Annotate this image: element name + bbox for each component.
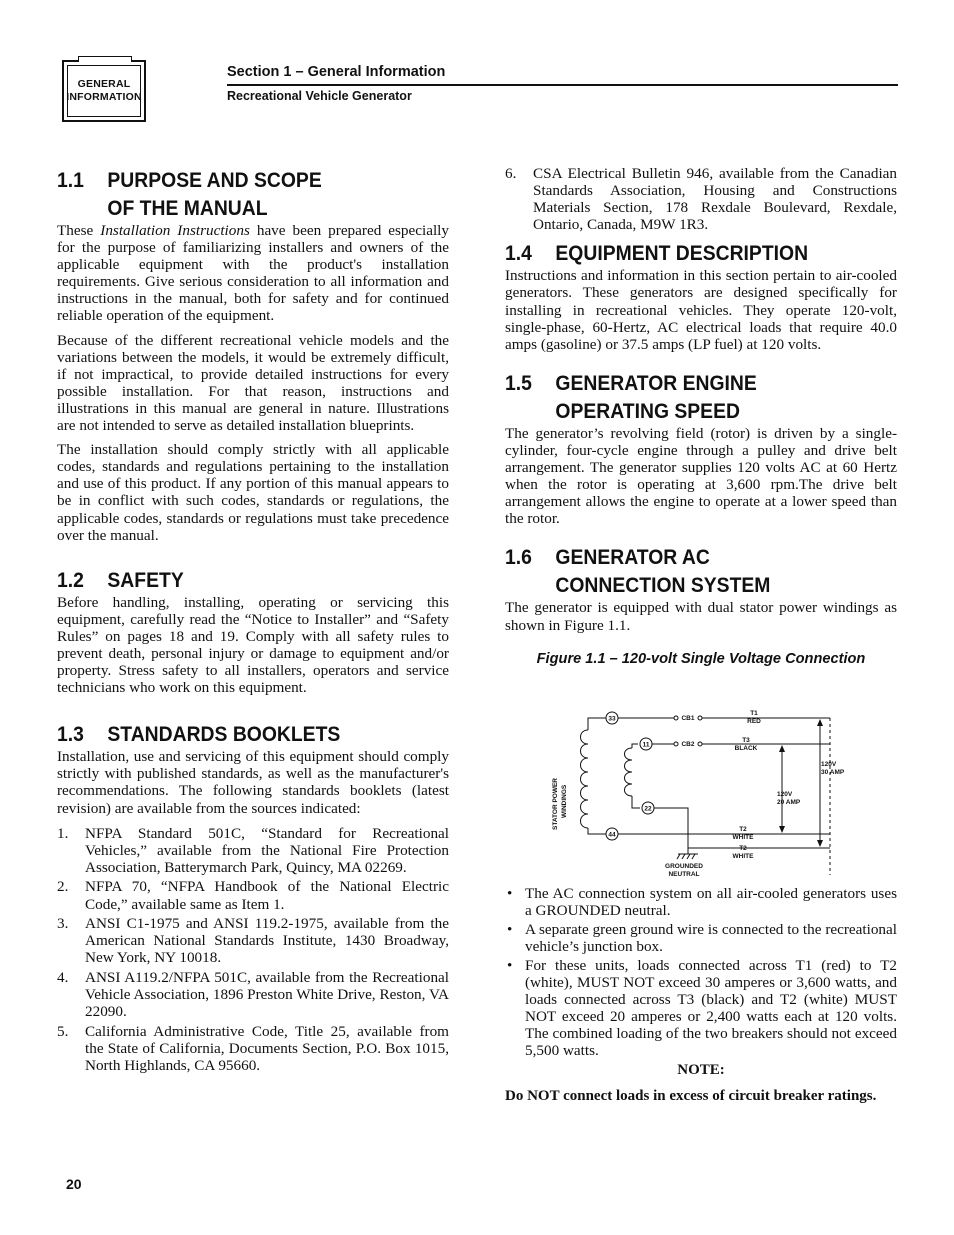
cb1-terminal-in bbox=[674, 716, 678, 720]
list-item bbox=[57, 825, 449, 876]
ac-connection-paragraph: The generator is equipped with dual stator power windings as shown in Figure 1.1. bbox=[505, 599, 897, 634]
heading-number: 1.4 bbox=[505, 241, 532, 266]
ground-hatch bbox=[692, 854, 695, 859]
t3-color-label: BLACK bbox=[734, 745, 758, 752]
t2-label-lower: T2 bbox=[739, 845, 747, 852]
voltage-20a-label: 120V bbox=[777, 791, 793, 798]
heading-1-1 bbox=[57, 166, 410, 222]
wire-33 bbox=[588, 718, 606, 730]
heading-title: EQUIPMENT DESCRIPTION bbox=[555, 241, 809, 266]
ground-hatch bbox=[682, 854, 685, 859]
wire-11 bbox=[632, 744, 638, 748]
heading-title: STANDARDS BOOKLETS bbox=[107, 722, 341, 747]
stator-label-line2: WINDINGS bbox=[561, 784, 568, 818]
heading-number: 1.6 bbox=[505, 545, 532, 570]
item-number: 6. bbox=[505, 165, 517, 182]
arrowheads bbox=[779, 719, 823, 847]
amperage-30a-label: 30 AMP bbox=[821, 769, 845, 776]
bullet-item bbox=[505, 921, 897, 955]
heading-title: GENERATOR AC CONNECTION SYSTEM bbox=[555, 545, 771, 598]
voltage-30a-label: 120V bbox=[821, 761, 837, 768]
terminal-44-label: 44 bbox=[608, 831, 616, 839]
cb2-terminal-out bbox=[698, 742, 702, 746]
badge-line-2: INFORMATION bbox=[66, 91, 142, 103]
stator-label-line1: STATOR POWER bbox=[552, 778, 559, 830]
header-rule bbox=[227, 84, 898, 86]
ground-hatch bbox=[677, 854, 680, 859]
outer-winding-coil bbox=[581, 730, 589, 828]
cb1-terminal-out bbox=[698, 716, 702, 720]
arrowhead bbox=[779, 745, 785, 752]
heading-number: 1.3 bbox=[57, 722, 84, 747]
cb2-label: CB2 bbox=[681, 741, 695, 748]
standards-list bbox=[57, 825, 449, 1074]
standards-list-continued bbox=[505, 165, 897, 233]
item-text: NFPA 70, “NFPA Handbook of the National Electric Code,” available same as Item 1. bbox=[85, 878, 449, 913]
bullet-text: The AC connection system on all air-cooled generators uses a GROUNDED neutral. bbox=[525, 884, 897, 919]
heading-number: 1.2 bbox=[57, 567, 84, 592]
item-text: ANSI A119.2/NFPA 501C, available from the Recreational Vehicle Association, 1896 Preston White Drive, Reston, VA 22090. bbox=[85, 968, 449, 1021]
neutral-label: NEUTRAL bbox=[668, 871, 700, 878]
cb2-terminal-in bbox=[674, 742, 678, 746]
note-body: Do NOT connect loads in excess of circuit breaker ratings. bbox=[505, 1087, 877, 1104]
section-title: Section 1 – General Information bbox=[227, 64, 446, 80]
item-text: ANSI C1-1975 and ANSI 119.2-1975, available from the American National Standards Institute, 1430 Broadway, New York, NY 10018. bbox=[85, 915, 449, 967]
arrowhead bbox=[817, 840, 823, 847]
engine-speed-paragraph: The generator’s revolving field (rotor) is driven by a single-cylinder, four-cycle engine through a pulley and drive belt arrangement. The generator supplies 120 volts AC at 60 Hertz when the rotor is operating at 3,600 rpm.The drive belt arrangement allows the engine to operate at a lower speed than the rotor. bbox=[505, 424, 897, 528]
ground-hatch bbox=[687, 854, 690, 859]
amperage-20a-label: 20 AMP bbox=[777, 799, 801, 806]
purpose-paragraph-1 bbox=[57, 222, 449, 325]
list-item bbox=[57, 878, 449, 912]
list-item bbox=[57, 1023, 449, 1074]
heading-1-5 bbox=[505, 369, 858, 425]
bullet-icon: • bbox=[507, 956, 513, 974]
standards-paragraph: Installation, use and servicing of this equipment should comply strictly with published standards, as well as the manufacturer's recommendations. The following standards booklets (latest revision) are available from the sources indicated: bbox=[57, 748, 449, 817]
bullet-icon: • bbox=[507, 920, 513, 938]
arrowhead bbox=[779, 826, 785, 833]
text-run: have been prepared especially for the purpose of familiarizing installers and owners of the applicable equipment with the product's installation requirements. Give serious consideration to all information and instructions in the manual, both for safety and for continued reliable operation of the equipment. bbox=[57, 222, 449, 325]
t1-label: T1 bbox=[750, 710, 758, 717]
terminal-11-label: 11 bbox=[642, 741, 650, 749]
item-number: 5. bbox=[57, 1022, 69, 1040]
heading-title: GENERATOR ENGINE OPERATING SPEED bbox=[555, 370, 757, 423]
t2-color-label-upper: WHITE bbox=[732, 834, 754, 841]
wire-22 bbox=[632, 796, 640, 808]
heading-title: PURPOSE AND SCOPE OF THE MANUAL bbox=[107, 168, 322, 220]
italic-title: Installation Instructions bbox=[100, 222, 250, 239]
item-number: 3. bbox=[57, 915, 69, 933]
heading-number: 1.5 bbox=[505, 370, 532, 395]
item-text: California Administrative Code, Title 25, available from the State of California, Documents Section, P.O. Box 1015, North Highlands, CA 95660. bbox=[85, 1022, 449, 1074]
page-number: 20 bbox=[66, 1176, 82, 1192]
arrowhead bbox=[817, 719, 823, 726]
item-number: 1. bbox=[57, 824, 69, 842]
item-text: NFPA Standard 501C, “Standard for Recreational Vehicles,” available from the National Fire Protection Association, Batterymarch Park, Quincy, MA 02269. bbox=[85, 824, 449, 876]
heading-1-3 bbox=[57, 720, 410, 748]
left-column bbox=[57, 166, 449, 1076]
bullet-item bbox=[505, 885, 897, 919]
purpose-paragraph-2: Because of the different recreational vehicle models and the variations between the models, it would be extremely difficult, if not impractical, to provide detailed instructions for every possible installation. For that reason, instructions and illustrations in this manual are general in nature. Illustrations are not intended to serve as detailed installation blueprints. bbox=[57, 331, 449, 435]
terminal-22-label: 22 bbox=[644, 805, 652, 813]
t2-color-label-lower: WHITE bbox=[732, 853, 754, 860]
lead-22-neutral bbox=[654, 808, 688, 834]
item-text: CSA Electrical Bulletin 946, available from the Canadian Standards Association, Housing and Constructions Materials Section, 178 Rexdale Boulevard, Rexdale, Ontario, Canada, M9W 1R3. bbox=[533, 165, 897, 234]
note-heading: NOTE: bbox=[677, 1061, 725, 1078]
bullet-text: A separate green ground wire is connected to the recreational vehicle’s junction box. bbox=[525, 920, 897, 955]
terminal-33-label: 33 bbox=[608, 715, 616, 723]
item-number: 4. bbox=[57, 968, 69, 986]
badge-tab-decoration bbox=[78, 56, 132, 62]
t1-color-label: RED bbox=[747, 718, 761, 725]
cb1-label: CB1 bbox=[681, 715, 695, 722]
list-item bbox=[505, 165, 897, 233]
t2-label-upper: T2 bbox=[739, 826, 747, 833]
bullet-text: For these units, loads connected across T1 (red) to T2 (white), MUST NOT exceed 30 amperes or 3,600 watts, and loads connected across T3 (black) and T2 (white) MUST NOT exceed 20 amperes or 2,400 watts each at 120 volts. The combined loading of the two breakers should not exceed 5,500 watts. bbox=[525, 956, 897, 1060]
text-run: These bbox=[57, 222, 101, 239]
safety-paragraph: Before handling, installing, operating or servicing this equipment, carefully read the “Notice to Installer” and “Safety Rules” on pages 18 and 19. Comply with all safety rules to prevent death, personal injury or damage to equipment and/or property. Stress safety to all installers, operators and service technicians who work on this equipment. bbox=[57, 593, 449, 697]
wire-44 bbox=[588, 828, 606, 834]
list-item bbox=[57, 969, 449, 1020]
bullet-item bbox=[505, 957, 897, 1060]
list-item bbox=[57, 915, 449, 966]
wiring-diagram bbox=[540, 700, 860, 885]
purpose-paragraph-3: The installation should comply strictly with all applicable codes, standards and regulations pertaining to the installation and use of this product. If any portion of this manual appears to be in conflict with such codes, standards or regulations, the applicable codes, standards or regulations must take precedence over the manual. bbox=[57, 441, 449, 544]
wiring-diagram-svg bbox=[540, 700, 860, 885]
heading-number: 1.1 bbox=[57, 168, 84, 192]
heading-title: SAFETY bbox=[107, 567, 184, 592]
section-subtitle: Recreational Vehicle Generator bbox=[227, 89, 412, 103]
grounded-label: GROUNDED bbox=[665, 863, 703, 870]
heading-1-4 bbox=[505, 239, 858, 267]
section-badge bbox=[62, 60, 146, 122]
t3-label: T3 bbox=[742, 737, 750, 744]
badge-label bbox=[67, 65, 141, 117]
item-number: 2. bbox=[57, 878, 69, 896]
badge-line-1: GENERAL bbox=[77, 78, 131, 90]
heading-1-2 bbox=[57, 566, 410, 594]
inner-winding-coil bbox=[625, 748, 633, 796]
connection-bullets bbox=[505, 885, 897, 1060]
bullet-icon: • bbox=[507, 884, 513, 902]
figure-caption: Figure 1.1 – 120-volt Single Voltage Connection bbox=[536, 650, 866, 667]
right-column bbox=[505, 165, 897, 1105]
heading-1-6 bbox=[505, 543, 858, 599]
equipment-paragraph: Instructions and information in this section pertain to air-cooled generators. These generators are designed specifically for installing in recreational vehicles. They operate 120-volt, single-phase, 60-Hertz, AC electrical loads that require 40.0 amps (gasoline) or 37.5 amps (LP fuel) at 120 volts. bbox=[505, 267, 897, 353]
